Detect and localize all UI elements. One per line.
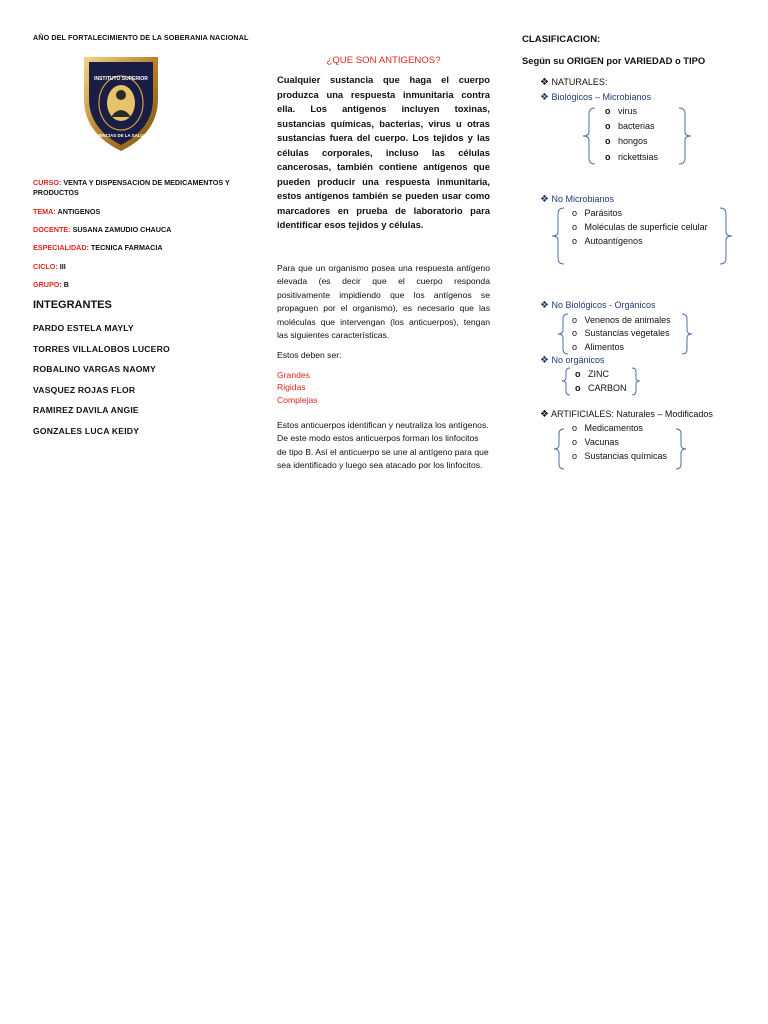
no-micro-heading: ❖ No Microbianos	[540, 194, 615, 205]
diamond-bullet-icon: ❖	[540, 300, 549, 311]
trait-item: Grandes	[277, 370, 310, 380]
list-item: o hongos	[605, 136, 648, 146]
logo-bottom-text: CIENCIAS DE LA SALUD	[95, 133, 147, 138]
info-label: TEMA	[33, 207, 54, 216]
member-name: PARDO ESTELA MAYLY	[33, 323, 134, 333]
trait-item: Rigidas	[277, 382, 306, 392]
list-item: o Moléculas de superficie celular	[572, 222, 708, 232]
year-title: AÑO DEL FORTALECIMIENTO DE LA SOBERANIA NACIONAL	[33, 33, 249, 42]
info-label: DOCENTE	[33, 225, 69, 234]
member-name: VASQUEZ ROJAS FLOR	[33, 385, 136, 395]
list-item: o virus	[605, 106, 638, 116]
institute-logo	[80, 53, 162, 153]
no-bio-heading: ❖ No Biológicos - Orgánicos	[540, 300, 656, 311]
info-especialidad: ESPECIALIDAD: TECNICA FARMACIA	[33, 243, 163, 252]
info-value: III	[59, 262, 66, 271]
list-item: o Sustancias vegetales	[572, 328, 670, 338]
diamond-bullet-icon: ❖	[540, 77, 549, 88]
member-name: RAMIREZ DAVILA ANGIE	[33, 405, 139, 415]
list-item: o CARBON	[575, 383, 627, 393]
antigen-definition-paragraph: Cualquier sustancia que haga el cuerpo produzca una respuesta inmunitaria contra ella. Los antígenos incluyen toxinas, sustancias químicas, bacterias, virus u otras sustancias fuera del cuerpo. Los tejidos y las células corporales, incluso las células cancerosas, también contiene antígenos que pueden producir una respuesta inmunitaria, estos antígenos también se pueden usar como marcadores en prueba de laboratorio para identificar esos tejidos y células.	[277, 74, 490, 230]
logo-top-text: INSTITUTO SUPERIOR	[94, 76, 148, 82]
info-value: VENTA Y DISPENSACION DE MEDICAMENTOS Y PRODUCTOS	[33, 178, 230, 197]
diamond-bullet-icon: ❖	[540, 409, 549, 420]
info-value: B	[63, 280, 69, 289]
info-label: CICLO	[33, 262, 56, 271]
info-label: ESPECIALIDAD	[33, 243, 87, 252]
member-name: GONZALES LUCA KEIDY	[33, 426, 140, 436]
members-heading: INTEGRANTES	[33, 299, 112, 311]
info-docente: DOCENTE: SUSANA ZAMUDIO CHAUCA	[33, 225, 172, 234]
info-tema: TEMA: ANTIGENOS	[33, 207, 101, 216]
classification-title: CLASIFICACION:	[522, 34, 601, 45]
list-item: o Autoantígenos	[572, 236, 643, 246]
info-label: GRUPO	[33, 280, 60, 289]
diamond-bullet-icon: ❖	[540, 355, 549, 366]
classification-subtitle: Según su ORIGEN por VARIEDAD o TIPO	[522, 55, 706, 66]
list-item: o rickettsias	[605, 152, 659, 162]
info-value: SUSANA ZAMUDIO CHAUCA	[72, 225, 172, 234]
artificiales-heading: ❖ ARTIFICIALES: Naturales – Modificados	[540, 409, 713, 420]
diamond-bullet-icon: ❖	[540, 194, 549, 205]
list-item: o Parásitos	[572, 208, 623, 218]
naturales-heading: ❖ NATURALES:	[540, 77, 608, 88]
diamond-bullet-icon: ❖	[540, 92, 549, 103]
info-curso: CURSO: VENTA Y DISPENSACION DE MEDICAMENTOS Y PRODUCTOS	[33, 178, 230, 197]
list-item: o Vacunas	[572, 437, 619, 447]
list-item: o Medicamentos	[572, 423, 644, 433]
must-be-label: Estos deben ser:	[277, 350, 342, 360]
list-item: o Alimentos	[572, 342, 625, 352]
info-ciclo: CICLO: III	[33, 262, 66, 271]
info-value: ANTIGENOS	[57, 207, 101, 216]
member-name: TORRES VILLALOBOS LUCERO	[33, 344, 170, 354]
no-org-heading: ❖ No orgánicos	[540, 355, 605, 366]
list-item: o bacterias	[605, 121, 655, 131]
info-grupo: GRUPO: B	[33, 280, 69, 289]
middle-title: ¿QUE SON ANTIGENOS?	[326, 55, 441, 66]
bio-micro-heading: ❖ Biológicos – Microbianos	[540, 92, 652, 103]
info-label: CURSO	[33, 178, 59, 187]
response-paragraph: Para que un organismo posea una respuesta antígeno elevada (es decir que el cuerpo responda positivamente impidiendo que los antígenos se propaguen por el organismo), es necesario que las moléculas que intervengan (los anticuerpos), tengan las siguientes características.	[277, 263, 490, 341]
antibodies-paragraph: Estos anticuerpos identifican y neutraliza los antígenos. De este modo estos anticuerpos forman los linfocitos de tipo B. Así el anticuerpo se une al antígeno para que sea identificado y luego sea atacado por los linfocitos.	[277, 420, 489, 471]
trait-item: Complejas	[277, 395, 318, 405]
list-item: o Sustancias químicas	[572, 451, 668, 461]
list-item: o Venenos de animales	[572, 315, 671, 325]
member-name: ROBALINO VARGAS NAOMY	[33, 364, 156, 374]
list-item: o ZINC	[575, 369, 610, 379]
info-value: TECNICA FARMACIA	[90, 243, 163, 252]
